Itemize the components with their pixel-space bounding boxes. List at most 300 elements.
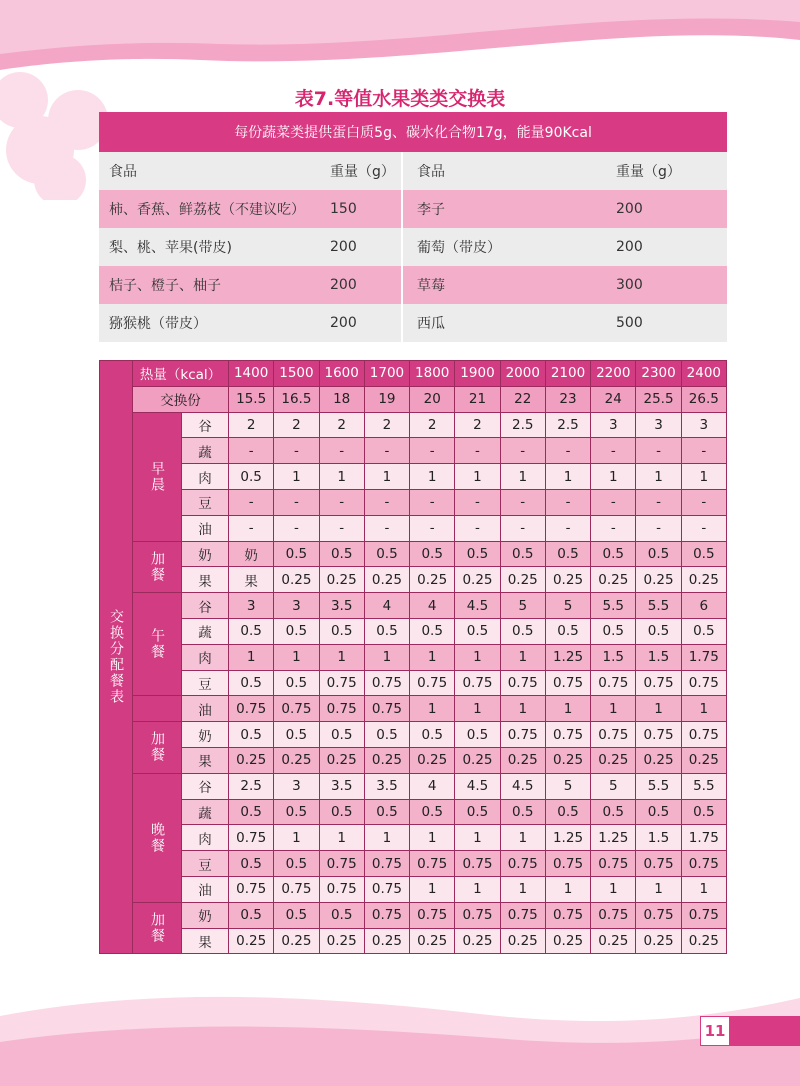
value-cell: - [364,515,409,541]
value-cell: 0.5 [229,464,274,490]
exchange-cell: 19 [364,386,409,412]
value-cell: - [591,489,636,515]
value-cell: 0.75 [591,722,636,748]
value-cell: 5.5 [591,593,636,619]
value-cell: 0.75 [364,670,409,696]
value-cell: 1 [410,464,455,490]
food-cell: 谷 [182,773,229,799]
meal-label: 晚餐 [133,773,182,902]
table-row [100,773,727,799]
value-cell: 0.5 [319,541,364,567]
value-cell: 0.5 [274,799,319,825]
food-cell: 果 [182,747,229,773]
value-cell: 0.75 [681,722,726,748]
value-cell: - [500,489,545,515]
value-cell: - [319,515,364,541]
value-cell: 0.5 [319,618,364,644]
value-cell: 4.5 [455,593,500,619]
value-cell: - [319,489,364,515]
value-cell: 0.5 [319,799,364,825]
header-cell: 重量（g） [304,152,402,190]
value-cell: 1.5 [591,644,636,670]
value-cell: - [455,489,500,515]
value-cell: 0.5 [364,722,409,748]
value-cell: 1 [364,825,409,851]
food-cell: 谷 [182,412,229,438]
value-cell: 1.25 [545,644,590,670]
value-cell: 0.75 [229,876,274,902]
value-cell: 1 [364,464,409,490]
food-cell: 油 [182,696,229,722]
value-cell: 0.25 [636,747,681,773]
exchange-cell: 24 [591,386,636,412]
food-cell: 草莓 [402,266,602,304]
value-cell: 0.5 [545,799,590,825]
value-cell: 0.5 [410,618,455,644]
value-cell: 0.75 [500,902,545,928]
table-row [100,618,727,644]
value-cell: 0.25 [636,567,681,593]
food-cell: 豆 [182,851,229,877]
value-cell: 0.25 [681,928,726,954]
value-cell: 1 [455,644,500,670]
value-cell: 0.5 [636,799,681,825]
value-cell: 0.5 [229,851,274,877]
value-cell: 0.5 [274,902,319,928]
value-cell: 2 [274,412,319,438]
weight-cell: 200 [304,228,402,266]
value-cell: 1 [591,696,636,722]
value-cell: 1 [681,464,726,490]
header-cell: 食品 [402,152,602,190]
value-cell: - [500,438,545,464]
value-cell: 3.5 [364,773,409,799]
exchange-cell: 16.5 [274,386,319,412]
value-cell: 4 [410,773,455,799]
value-cell: 0.5 [455,541,500,567]
value-cell: 2.5 [545,412,590,438]
value-cell: 3.5 [319,773,364,799]
value-cell: 果 [229,567,274,593]
value-cell: 0.25 [274,567,319,593]
food-cell: 奶 [182,902,229,928]
value-cell: 1.5 [636,644,681,670]
table-row [100,593,727,619]
value-cell: 0.25 [591,928,636,954]
value-cell: 0.75 [500,851,545,877]
table-row [100,644,727,670]
value-cell: - [636,489,681,515]
value-cell: 0.5 [455,799,500,825]
exchange-cell: 26.5 [681,386,726,412]
value-cell: 0.75 [319,876,364,902]
value-cell: 0.5 [636,618,681,644]
food-cell: 豆 [182,489,229,515]
exchange-cell: 15.5 [229,386,274,412]
table-row [99,190,727,228]
meal-label: 加餐 [133,541,182,593]
value-cell: 6 [681,593,726,619]
value-cell: 3 [636,412,681,438]
value-cell: - [545,489,590,515]
page-title: 表7.等值水果类类交换表 [294,88,506,110]
value-cell: 1 [410,696,455,722]
value-cell: 0.5 [229,902,274,928]
value-cell: 0.5 [229,722,274,748]
value-cell: 0.25 [455,928,500,954]
value-cell: - [319,438,364,464]
value-cell: 1 [274,825,319,851]
value-cell: 0.75 [364,696,409,722]
value-cell: 5 [545,773,590,799]
value-cell: 0.25 [591,747,636,773]
value-cell: 0.75 [636,902,681,928]
value-cell: 1.75 [681,644,726,670]
food-cell: 桔子、橙子、柚子 [99,266,304,304]
table-row [100,438,727,464]
food-cell: 豆 [182,670,229,696]
table-row [100,412,727,438]
value-cell: 1 [455,696,500,722]
value-cell: 0.75 [545,670,590,696]
value-cell: 1 [274,644,319,670]
food-cell: 葡萄（带皮） [402,228,602,266]
value-cell: 0.75 [364,851,409,877]
value-cell: 4 [364,593,409,619]
value-cell: 1 [274,464,319,490]
value-cell: - [500,515,545,541]
value-cell: 1 [500,696,545,722]
value-cell: 5.5 [636,593,681,619]
value-cell: - [229,438,274,464]
food-cell: 肉 [182,464,229,490]
value-cell: - [636,438,681,464]
food-cell: 油 [182,876,229,902]
value-cell: 0.5 [591,799,636,825]
value-cell: 0.25 [410,928,455,954]
food-cell: 油 [182,515,229,541]
value-cell: 4.5 [500,773,545,799]
kcal-cell: 2400 [681,361,726,387]
value-cell: 1 [455,464,500,490]
table-row [100,902,727,928]
kcal-cell: 2200 [591,361,636,387]
value-cell: 0.25 [500,928,545,954]
value-cell: 5 [591,773,636,799]
kcal-cell: 1900 [455,361,500,387]
weight-cell: 200 [602,190,727,228]
value-cell: 5.5 [681,773,726,799]
table-row [99,266,727,304]
value-cell: 0.75 [545,902,590,928]
side-label: 交换分配餐表 [100,361,133,954]
value-cell: 0.25 [229,928,274,954]
weight-cell: 500 [602,304,727,342]
value-cell: 1 [545,876,590,902]
table-row [99,228,727,266]
meal-label [133,696,182,722]
meal-label: 早晨 [133,412,182,541]
value-cell: 0.5 [274,670,319,696]
value-cell: 0.25 [455,567,500,593]
value-cell: 0.5 [500,618,545,644]
value-cell: 0.5 [681,618,726,644]
value-cell: 3 [274,773,319,799]
value-cell: 0.75 [636,670,681,696]
page-number-bar [730,1016,800,1046]
kcal-cell: 1500 [274,361,319,387]
food-cell: 猕猴桃（带皮） [99,304,304,342]
table-banner: 每份蔬菜类提供蛋白质5g、碳水化合物17g，能量90Kcal [99,112,727,152]
value-cell: 0.75 [681,670,726,696]
value-cell: 0.5 [229,618,274,644]
kcal-cell: 1700 [364,361,409,387]
value-cell: 0.25 [229,747,274,773]
value-cell: 0.25 [274,747,319,773]
food-cell: 柿、香蕉、鲜荔枝（不建议吃） [99,190,304,228]
fruit-exchange-table [99,112,727,342]
value-cell: 0.25 [364,747,409,773]
meal-exchange-table [99,360,727,954]
meal-label: 午餐 [133,593,182,696]
value-cell: 0.75 [274,696,319,722]
weight-cell: 200 [602,228,727,266]
value-cell: 1 [455,876,500,902]
value-cell: 0.5 [319,902,364,928]
value-cell: - [410,489,455,515]
value-cell: 0.75 [364,902,409,928]
value-cell: 3.5 [319,593,364,619]
value-cell: 0.75 [636,851,681,877]
value-cell: 0.5 [500,799,545,825]
value-cell: - [410,438,455,464]
value-cell: 1 [229,644,274,670]
value-cell: 3 [229,593,274,619]
value-cell: 1 [364,644,409,670]
exchange-cell: 23 [545,386,590,412]
value-cell: 0.25 [410,747,455,773]
value-cell: 0.5 [274,722,319,748]
value-cell: 1 [591,464,636,490]
value-cell: 0.25 [545,567,590,593]
page-number-tab [700,1016,800,1046]
value-cell: 0.25 [545,928,590,954]
value-cell: 0.5 [591,541,636,567]
value-cell: - [591,438,636,464]
value-cell: 0.75 [410,902,455,928]
food-cell: 谷 [182,593,229,619]
exchange-cell: 22 [500,386,545,412]
kcal-cell: 2000 [500,361,545,387]
food-cell: 蔬 [182,438,229,464]
kcal-header-row [100,361,727,387]
value-cell: 1 [500,876,545,902]
value-cell: 3 [274,593,319,619]
value-cell: 0.5 [364,799,409,825]
value-cell: 1 [500,825,545,851]
heat-label: 热量（kcal） [133,361,229,387]
value-cell: 0.5 [455,618,500,644]
food-cell: 肉 [182,825,229,851]
value-cell: 1 [410,644,455,670]
table-row [100,825,727,851]
value-cell: - [229,515,274,541]
food-cell: 奶 [182,541,229,567]
exchange-cell: 20 [410,386,455,412]
weight-cell: 150 [304,190,402,228]
food-cell: 梨、桃、苹果(带皮) [99,228,304,266]
value-cell: 1 [410,825,455,851]
table-row [100,928,727,954]
table-row [100,567,727,593]
value-cell: 3 [681,412,726,438]
value-cell: 0.25 [274,928,319,954]
value-cell: - [274,438,319,464]
table-header-row [99,152,727,190]
value-cell: 0.25 [681,567,726,593]
value-cell: 2 [455,412,500,438]
food-cell: 西瓜 [402,304,602,342]
value-cell: 3 [591,412,636,438]
meal-label: 加餐 [133,722,182,774]
value-cell: 0.75 [591,670,636,696]
kcal-cell: 1400 [229,361,274,387]
food-cell: 奶 [182,722,229,748]
value-cell: - [681,489,726,515]
kcal-cell: 1600 [319,361,364,387]
value-cell: 0.75 [319,670,364,696]
value-cell: 0.25 [455,747,500,773]
value-cell: 5 [500,593,545,619]
value-cell: 1 [636,696,681,722]
value-cell: 4.5 [455,773,500,799]
food-cell: 蔬 [182,799,229,825]
value-cell: 0.5 [274,541,319,567]
value-cell: - [229,489,274,515]
value-cell: - [636,515,681,541]
value-cell: 0.75 [410,851,455,877]
value-cell: 2 [364,412,409,438]
value-cell: 1 [319,464,364,490]
value-cell: 1.5 [636,825,681,851]
value-cell: 1 [545,464,590,490]
value-cell: 0.5 [455,722,500,748]
exchange-label: 交换份 [133,386,229,412]
value-cell: 0.5 [681,541,726,567]
value-cell: 0.75 [591,851,636,877]
value-cell: - [455,515,500,541]
value-cell: 0.25 [591,567,636,593]
value-cell: 0.75 [591,902,636,928]
value-cell: 2.5 [500,412,545,438]
value-cell: 5.5 [636,773,681,799]
weight-cell: 200 [304,304,402,342]
value-cell: 0.25 [319,928,364,954]
value-cell: 0.5 [319,722,364,748]
value-cell: - [364,489,409,515]
value-cell: 1 [319,644,364,670]
value-cell: 1 [681,876,726,902]
value-cell: - [591,515,636,541]
value-cell: 0.5 [636,541,681,567]
exchange-cell: 25.5 [636,386,681,412]
value-cell: 1.25 [591,825,636,851]
value-cell: 0.75 [364,876,409,902]
value-cell: - [410,515,455,541]
value-cell: 0.5 [591,618,636,644]
value-cell: 0.75 [455,851,500,877]
food-cell: 李子 [402,190,602,228]
value-cell: 0.75 [500,722,545,748]
value-cell: 0.5 [274,851,319,877]
value-cell: 0.5 [229,799,274,825]
value-cell: 0.25 [364,928,409,954]
value-cell: 0.5 [364,541,409,567]
kcal-cell: 1800 [410,361,455,387]
food-cell: 果 [182,928,229,954]
table-row [100,670,727,696]
value-cell: 0.5 [545,618,590,644]
value-cell: 1 [545,696,590,722]
value-cell: 0.25 [681,747,726,773]
value-cell: 0.5 [364,618,409,644]
value-cell: 1 [455,825,500,851]
value-cell: - [455,438,500,464]
value-cell: 0.75 [229,825,274,851]
value-cell: - [364,438,409,464]
value-cell: 2 [229,412,274,438]
food-cell: 果 [182,567,229,593]
value-cell: 5 [545,593,590,619]
value-cell: 0.75 [319,851,364,877]
table-row [100,851,727,877]
value-cell: 1 [636,876,681,902]
header-cell: 食品 [99,152,304,190]
value-cell: 1 [500,644,545,670]
value-cell: 1 [636,464,681,490]
table-row [100,799,727,825]
table-row [100,696,727,722]
value-cell: 1 [410,876,455,902]
value-cell: 0.75 [500,670,545,696]
footer-wave-decoration [0,976,800,1086]
table-row [100,515,727,541]
value-cell: - [274,489,319,515]
table-row [100,489,727,515]
value-cell: 0.5 [410,541,455,567]
value-cell: 0.75 [681,902,726,928]
value-cell: 1.75 [681,825,726,851]
kcal-cell: 2100 [545,361,590,387]
exchange-row [100,386,727,412]
value-cell: 0.25 [545,747,590,773]
value-cell: 0.75 [681,851,726,877]
value-cell: 0.75 [455,902,500,928]
weight-cell: 200 [304,266,402,304]
value-cell: 0.25 [410,567,455,593]
value-cell: 2 [319,412,364,438]
value-cell: 1 [500,464,545,490]
exchange-cell: 21 [455,386,500,412]
value-cell: 1 [319,825,364,851]
value-cell: 1 [591,876,636,902]
value-cell: 0.25 [319,567,364,593]
value-cell: 0.25 [636,928,681,954]
weight-cell: 300 [602,266,727,304]
value-cell: - [545,438,590,464]
value-cell: 0.25 [364,567,409,593]
value-cell: 0.75 [636,722,681,748]
